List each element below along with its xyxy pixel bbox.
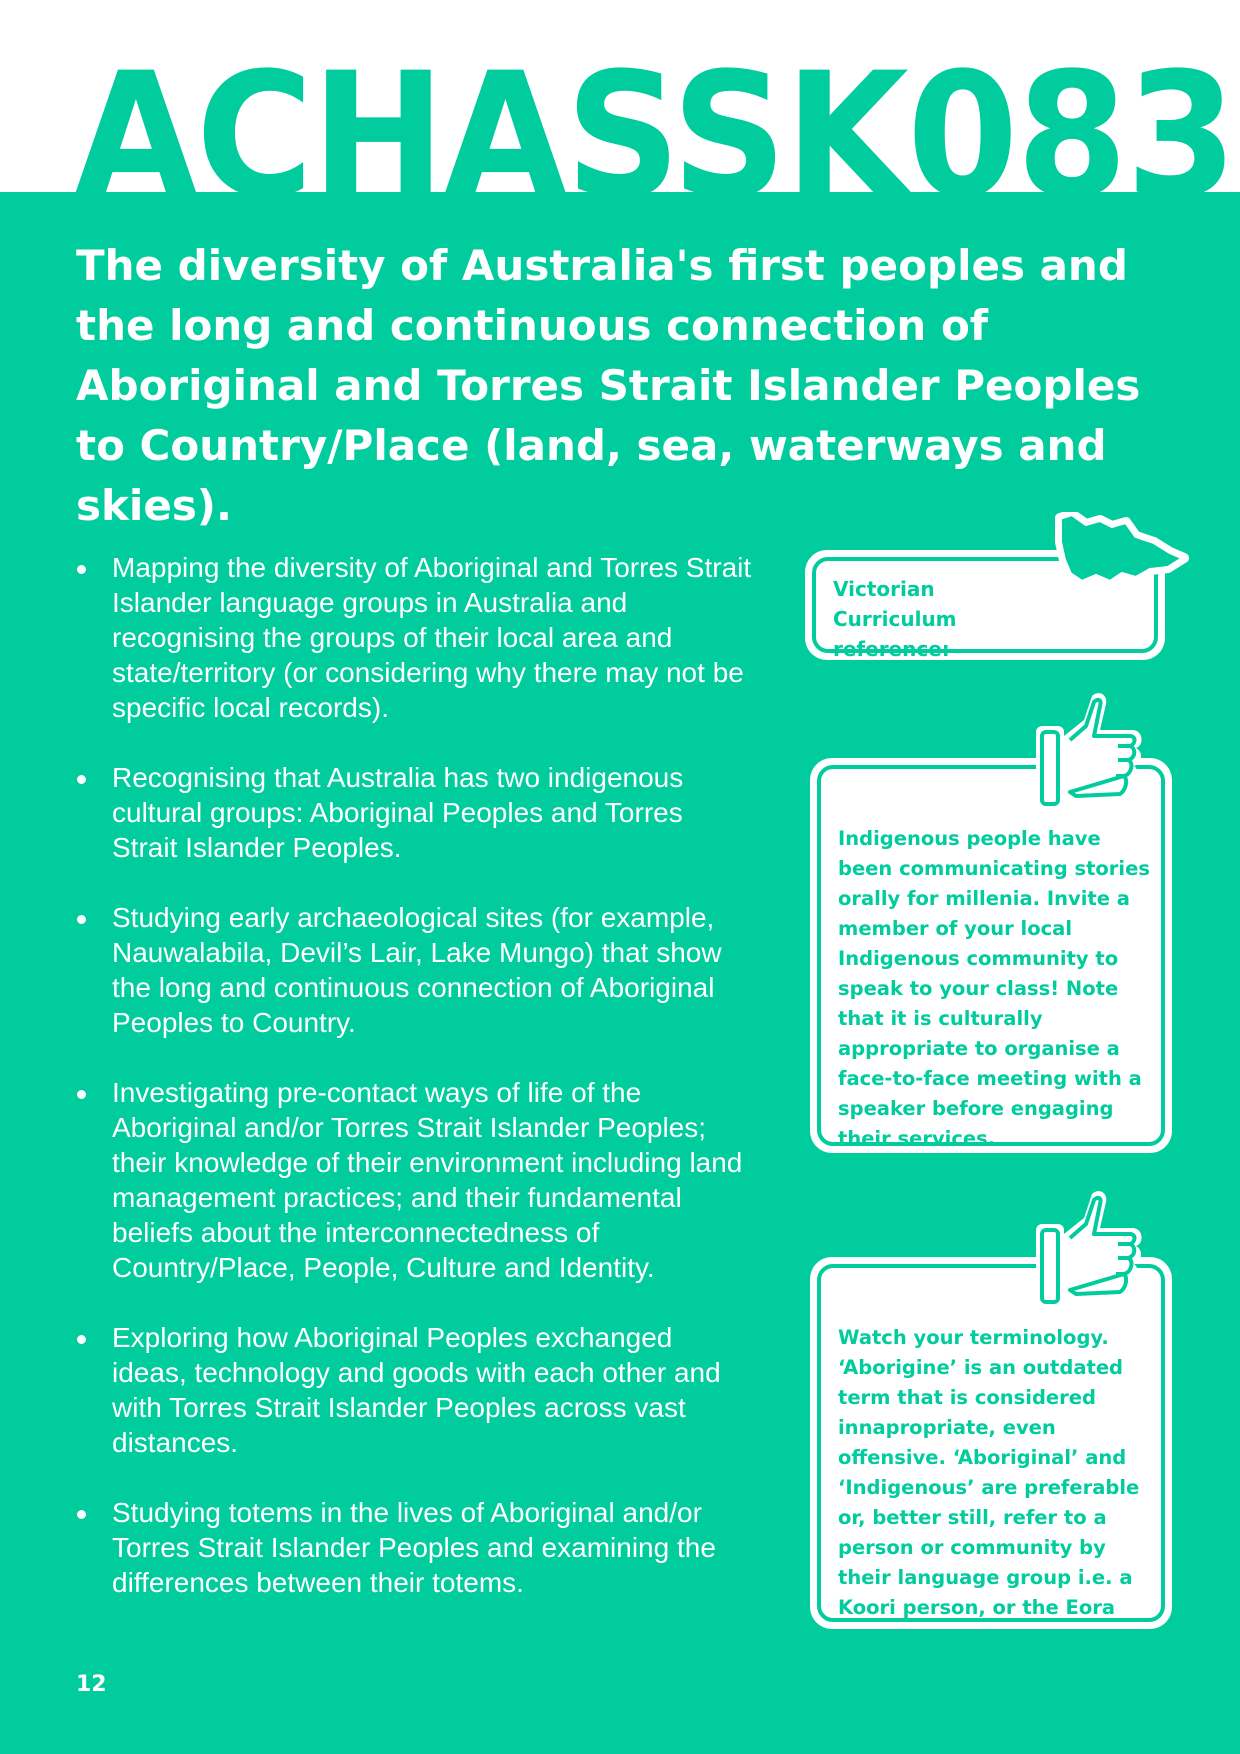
thumbs-up-icon xyxy=(1028,690,1148,820)
tip-text-1: Indigenous people have been communicating stories orally for millenia. Invite a member of your local Indigenous community to speak to your class! Note that it is culturally appropriate to organise a face-to-face meeting with a speaker before engaging their services. xyxy=(838,827,1150,1150)
list-item: Recognising that Australia has two indigenous cultural groups: Aboriginal Peoples and Torres Strait Islander Peoples. xyxy=(72,760,752,865)
page-number: 12 xyxy=(76,1672,107,1697)
list-item: Studying totems in the lives of Aboriginal and/or Torres Strait Islander Peoples and examining the differences between their totems. xyxy=(72,1495,752,1600)
list-item: Exploring how Aboriginal Peoples exchanged ideas, technology and goods with each other and with Torres Strait Islander Peoples across vast distances. xyxy=(72,1320,752,1460)
page-subtitle: The diversity of Australia's first peoples and the long and continuous connection of Aboriginal and Torres Strait Islander Peoples to Country/Place (land, sea, waterways and skies). xyxy=(76,241,1141,530)
list-item: Mapping the diversity of Aboriginal and Torres Strait Islander language groups in Australia and recognising the groups of their local area and state/territory (or considering why there may not be specific local records). xyxy=(72,550,752,725)
curriculum-code-heading: ACHASSK083 xyxy=(74,35,1236,236)
victoria-map-icon xyxy=(1052,512,1192,594)
thumbs-up-icon xyxy=(1028,1188,1148,1318)
reference-text: Victorian Curriculum reference: VCHHK078 xyxy=(833,577,957,691)
tip-text-2: Watch your terminology. ‘Aborigine’ is an outdated term that is considered innapropriate, even offensive. ‘Aboriginal’ and ‘Indigenous’ are preferable or, better still, refer to a person or community by their language group i.e. a Koori person, or the Eora people. xyxy=(838,1326,1140,1649)
bullet-list xyxy=(72,550,752,1635)
list-item: Studying early archaeological sites (for example, Nauwalabila, Devil’s Lair, Lake Mungo) that show the long and continuous connection of Aboriginal Peoples to Country. xyxy=(72,900,752,1040)
list-item: Investigating pre-contact ways of life of the Aboriginal and/or Torres Strait Islander Peoples; their knowledge of their environment including land management practices; and their fundamental beliefs about the interconnectedness of Country/Place, People, Culture and Identity. xyxy=(72,1075,752,1285)
